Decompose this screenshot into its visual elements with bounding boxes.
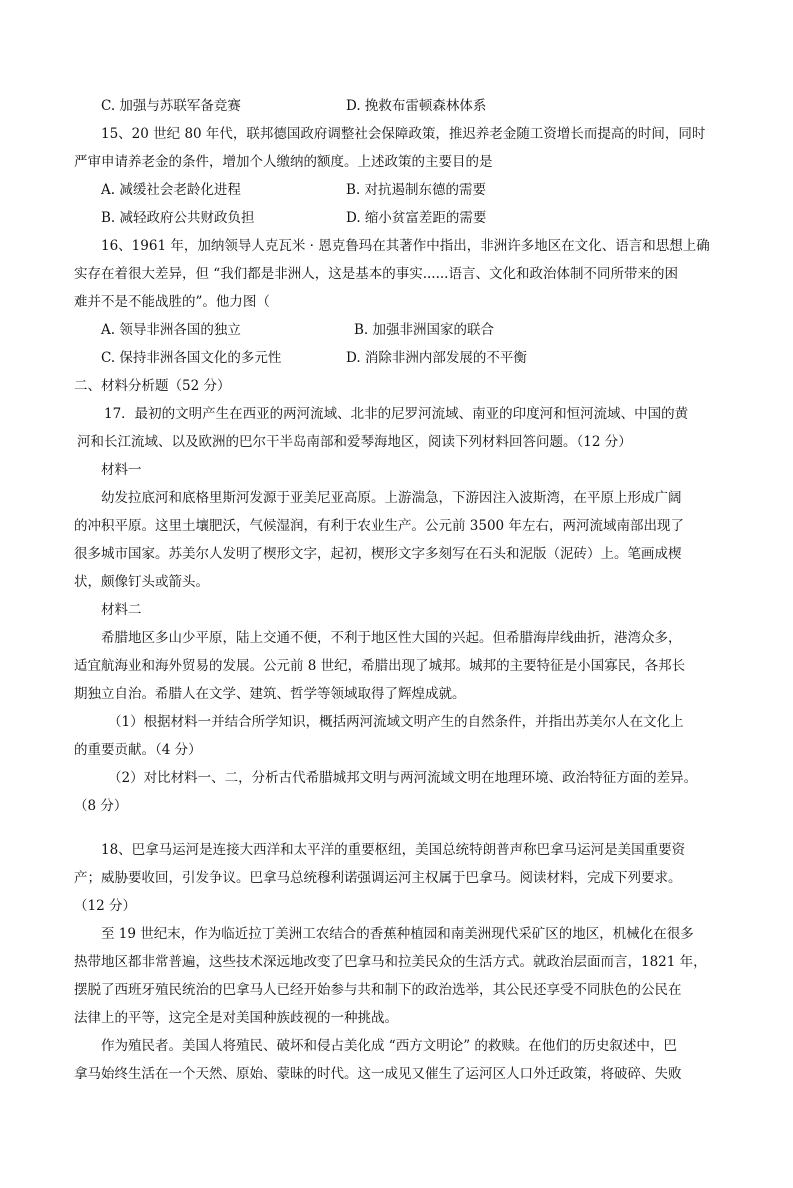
- q18-paragraph-2-line-1: 作为殖民者。美国人将殖民、破坏和侵占美化成 “西方文明论” 的救赎。在他们的历史叙述中，巴: [101, 1038, 677, 1054]
- q17-material-1-label: 材料一: [101, 462, 142, 478]
- q17-subquestion-2-line-1: （2）对比材料一、二，分析古代希腊城邦文明与两河流域文明在地理环境、政治特征方面的差异。: [108, 770, 698, 786]
- q18-paragraph-1-line-3: 摆脱了西班牙殖民统治的巴拿马人已经开始参与共和制下的政治选举，其公民还享受不同肤色的公民在: [74, 982, 682, 998]
- q17-material-2-line-3: 期独立自治。希腊人在文学、建筑、哲学等领域取得了辉煌成就。: [74, 686, 466, 702]
- q18-paragraph-1-line-2: 热带地区都非常普遍，这些技术深远地改变了巴拿马和拉美民众的生活方式。就政治层面而言，1821 年，: [74, 954, 707, 970]
- q14-option-c: C. 加强与苏联军备竞赛: [101, 98, 241, 114]
- q16-stem-line-1: 16、1961 年，加纳领导人克瓦米 · 恩克鲁玛在其著作中指出，非洲许多地区在文化、语言和思想上确: [101, 238, 710, 254]
- q17-stem-line-2: 河和长江流域、以及欧洲的巴尔干半岛南部和爱琴海地区，阅读下列材料回答问题。（12 分）: [77, 434, 632, 450]
- q16-option-d: D. 消除非洲内部发展的不平衡: [346, 350, 527, 366]
- q17-material-1-line-1: 幼发拉底河和底格里斯河发源于亚美尼亚高原。上游湍急，下游因注入波斯湾，在平原上形成广阔: [101, 490, 682, 506]
- q16-option-c: C. 保持非洲各国文化的多元性: [101, 350, 282, 366]
- q17-material-1-line-4: 状，颇像钉头或箭头。: [74, 574, 209, 590]
- q17-stem-line-1: 17．最初的文明产生在西亚的两河流域、北非的尼罗河流域、南亚的印度河和恒河流域、中国的黄: [104, 406, 689, 422]
- q15-stem-line-2: 严审申请养老金的条件，增加个人缴纳的额度。上述政策的主要目的是: [74, 154, 493, 170]
- q17-subquestion-1-line-1: （1）根据材料一并结合所学知识，概括两河流域文明产生的自然条件，并指出苏美尔人在文化上: [108, 714, 684, 730]
- q17-material-2-line-2: 适宜航海业和海外贸易的发展。公元前 8 世纪，希腊出现了城邦。城邦的主要特征是小国寡民，各邦长: [74, 658, 686, 674]
- q18-stem-line-2: 产；威胁要收回，引发争议。巴拿马总统穆利诺强调运河主权属于巴拿马。阅读材料，完成下列要求。: [74, 870, 682, 886]
- q15-option-a: A. 减缓社会老龄化进程: [101, 182, 241, 198]
- q15-option-c: B. 减轻政府公共财政负担: [101, 210, 255, 226]
- q16-option-a: A. 领导非洲各国的独立: [101, 322, 241, 338]
- q16-option-b: B. 加强非洲国家的联合: [354, 322, 495, 338]
- q17-subquestion-1-line-2: 的重要贡献。（4 分）: [74, 742, 202, 758]
- q18-paragraph-1-line-1: 至 19 世纪末，作为临近拉丁美洲工农结合的香蕉种植园和南美洲现代采矿区的地区，机械化在很多: [101, 926, 694, 942]
- q16-stem-line-2: 实存在着很大差异，但 “我们都是非洲人，这是基本的事实......语言、文化和政治体制不同所带来的困: [74, 266, 678, 282]
- q18-paragraph-2-line-2: 拿马始终生活在一个天然、原始、蒙昧的时代。这一成见又催生了运河区人口外迁政策，将破碎、失败: [74, 1066, 682, 1082]
- section-2-title: 二、材料分析题（52 分）: [74, 378, 231, 394]
- q15-option-b: B. 对抗遏制东德的需要: [346, 182, 487, 198]
- q18-paragraph-1-line-4: 法律上的平等，这完全是对美国种族歧视的一种挑战。: [74, 1010, 398, 1026]
- q17-material-2-line-1: 希腊地区多山少平原，陆上交通不便，不利于地区性大国的兴起。但希腊海岸线曲折，港湾众多，: [101, 630, 682, 646]
- q14-option-d: D. 挽救布雷顿森林体系: [346, 98, 487, 114]
- q18-stem-line-3: （12 分）: [74, 898, 136, 914]
- q17-material-1-line-2: 的冲积平原。这里土壤肥沃，气候湿润，有利于农业生产。公元前 3500 年左右，两河流域南部出现了: [74, 518, 684, 534]
- q17-material-1-line-3: 很多城市国家。苏美尔人发明了楔形文字，起初，楔形文字多刻写在石头和泥版（泥砖）上。笔画成楔: [74, 546, 682, 562]
- q15-option-d: D. 缩小贫富差距的需要: [346, 210, 487, 226]
- q15-stem-line-1: 15、20 世纪 80 年代，联邦德国政府调整社会保障政策，推迟养老金随工资增长而提高的时间，同时: [101, 126, 706, 142]
- q18-stem-line-1: 18、巴拿马运河是连接大西洋和太平洋的重要枢纽，美国总统特朗普声称巴拿马运河是美国重要资: [101, 842, 686, 858]
- q17-material-2-label: 材料二: [101, 602, 142, 618]
- q16-stem-line-3: 难并不是不能战胜的”。他力图（: [74, 294, 270, 310]
- q17-subquestion-2-line-2: （8 分）: [74, 798, 128, 814]
